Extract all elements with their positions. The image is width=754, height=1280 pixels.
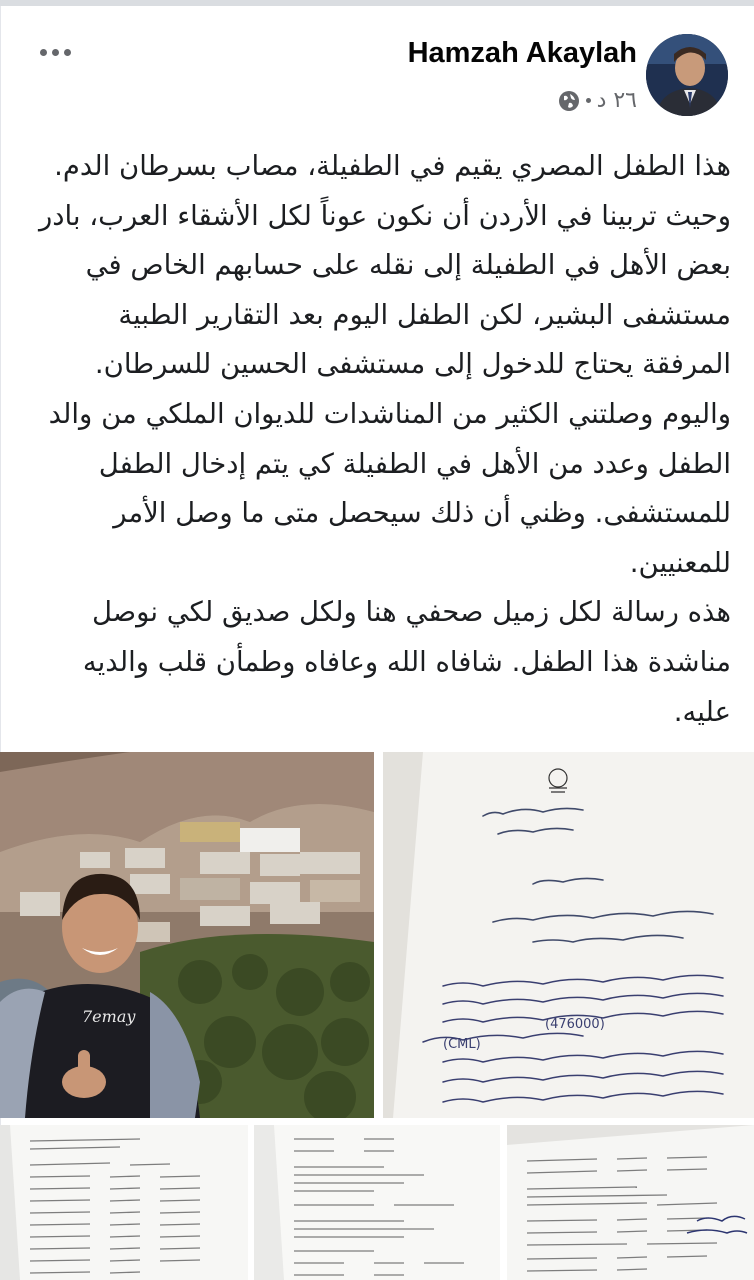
post-paragraph: واليوم وصلتني الكثير من المناشدات للديوان الملكي من والد الطفل وعدد من الأهل في الطفيلة كي يتم إدخال الطفل للمستشفى. وظني أن ذلك سيحصل متى ما وصل الأمر للمعنيين. <box>48 397 731 579</box>
more-options-icon <box>40 49 47 56</box>
globe-icon <box>558 90 580 112</box>
photo-medical-letter[interactable] <box>383 752 754 1118</box>
author-avatar[interactable] <box>646 34 728 116</box>
photo-lab-report-1[interactable] <box>0 1125 248 1280</box>
meta-separator <box>586 98 591 103</box>
post-paragraph: هذه رسالة لكل زميل صحفي هنا ولكل صديق لكي نوصل مناشدة هذا الطفل. شافاه الله وعافاه وطمأن قلب والديه عليه. <box>82 596 731 728</box>
report-cml: (CML) <box>443 1037 481 1052</box>
shirt-text: 7emay <box>82 1007 136 1026</box>
report-number: (476000) <box>545 1017 605 1032</box>
photo-lab-report-2[interactable] <box>254 1125 500 1280</box>
more-options-button[interactable] <box>35 38 75 66</box>
photo-child-village[interactable] <box>0 752 374 1118</box>
post-body <box>25 142 731 737</box>
author-name[interactable]: Hamzah Akaylah <box>407 37 637 69</box>
post-meta <box>558 88 637 113</box>
photo-lab-report-3[interactable] <box>507 1125 754 1280</box>
post-timestamp[interactable]: ٢٦ د <box>596 88 637 113</box>
post-paragraph: هذا الطفل المصري يقيم في الطفيلة، مصاب بسرطان الدم. وحيث تربينا في الأردن أن نكون عوناً لكل الأشقاء العرب، بادر بعض الأهل في الطفيلة إلى نقله على حسابهم الخاص في مستشفى البشير، لكن الطفل اليوم بعد التقارير الطبية المرفقة يحتاج للدخول إلى مستشفى الحسين للسرطان. <box>38 150 731 381</box>
